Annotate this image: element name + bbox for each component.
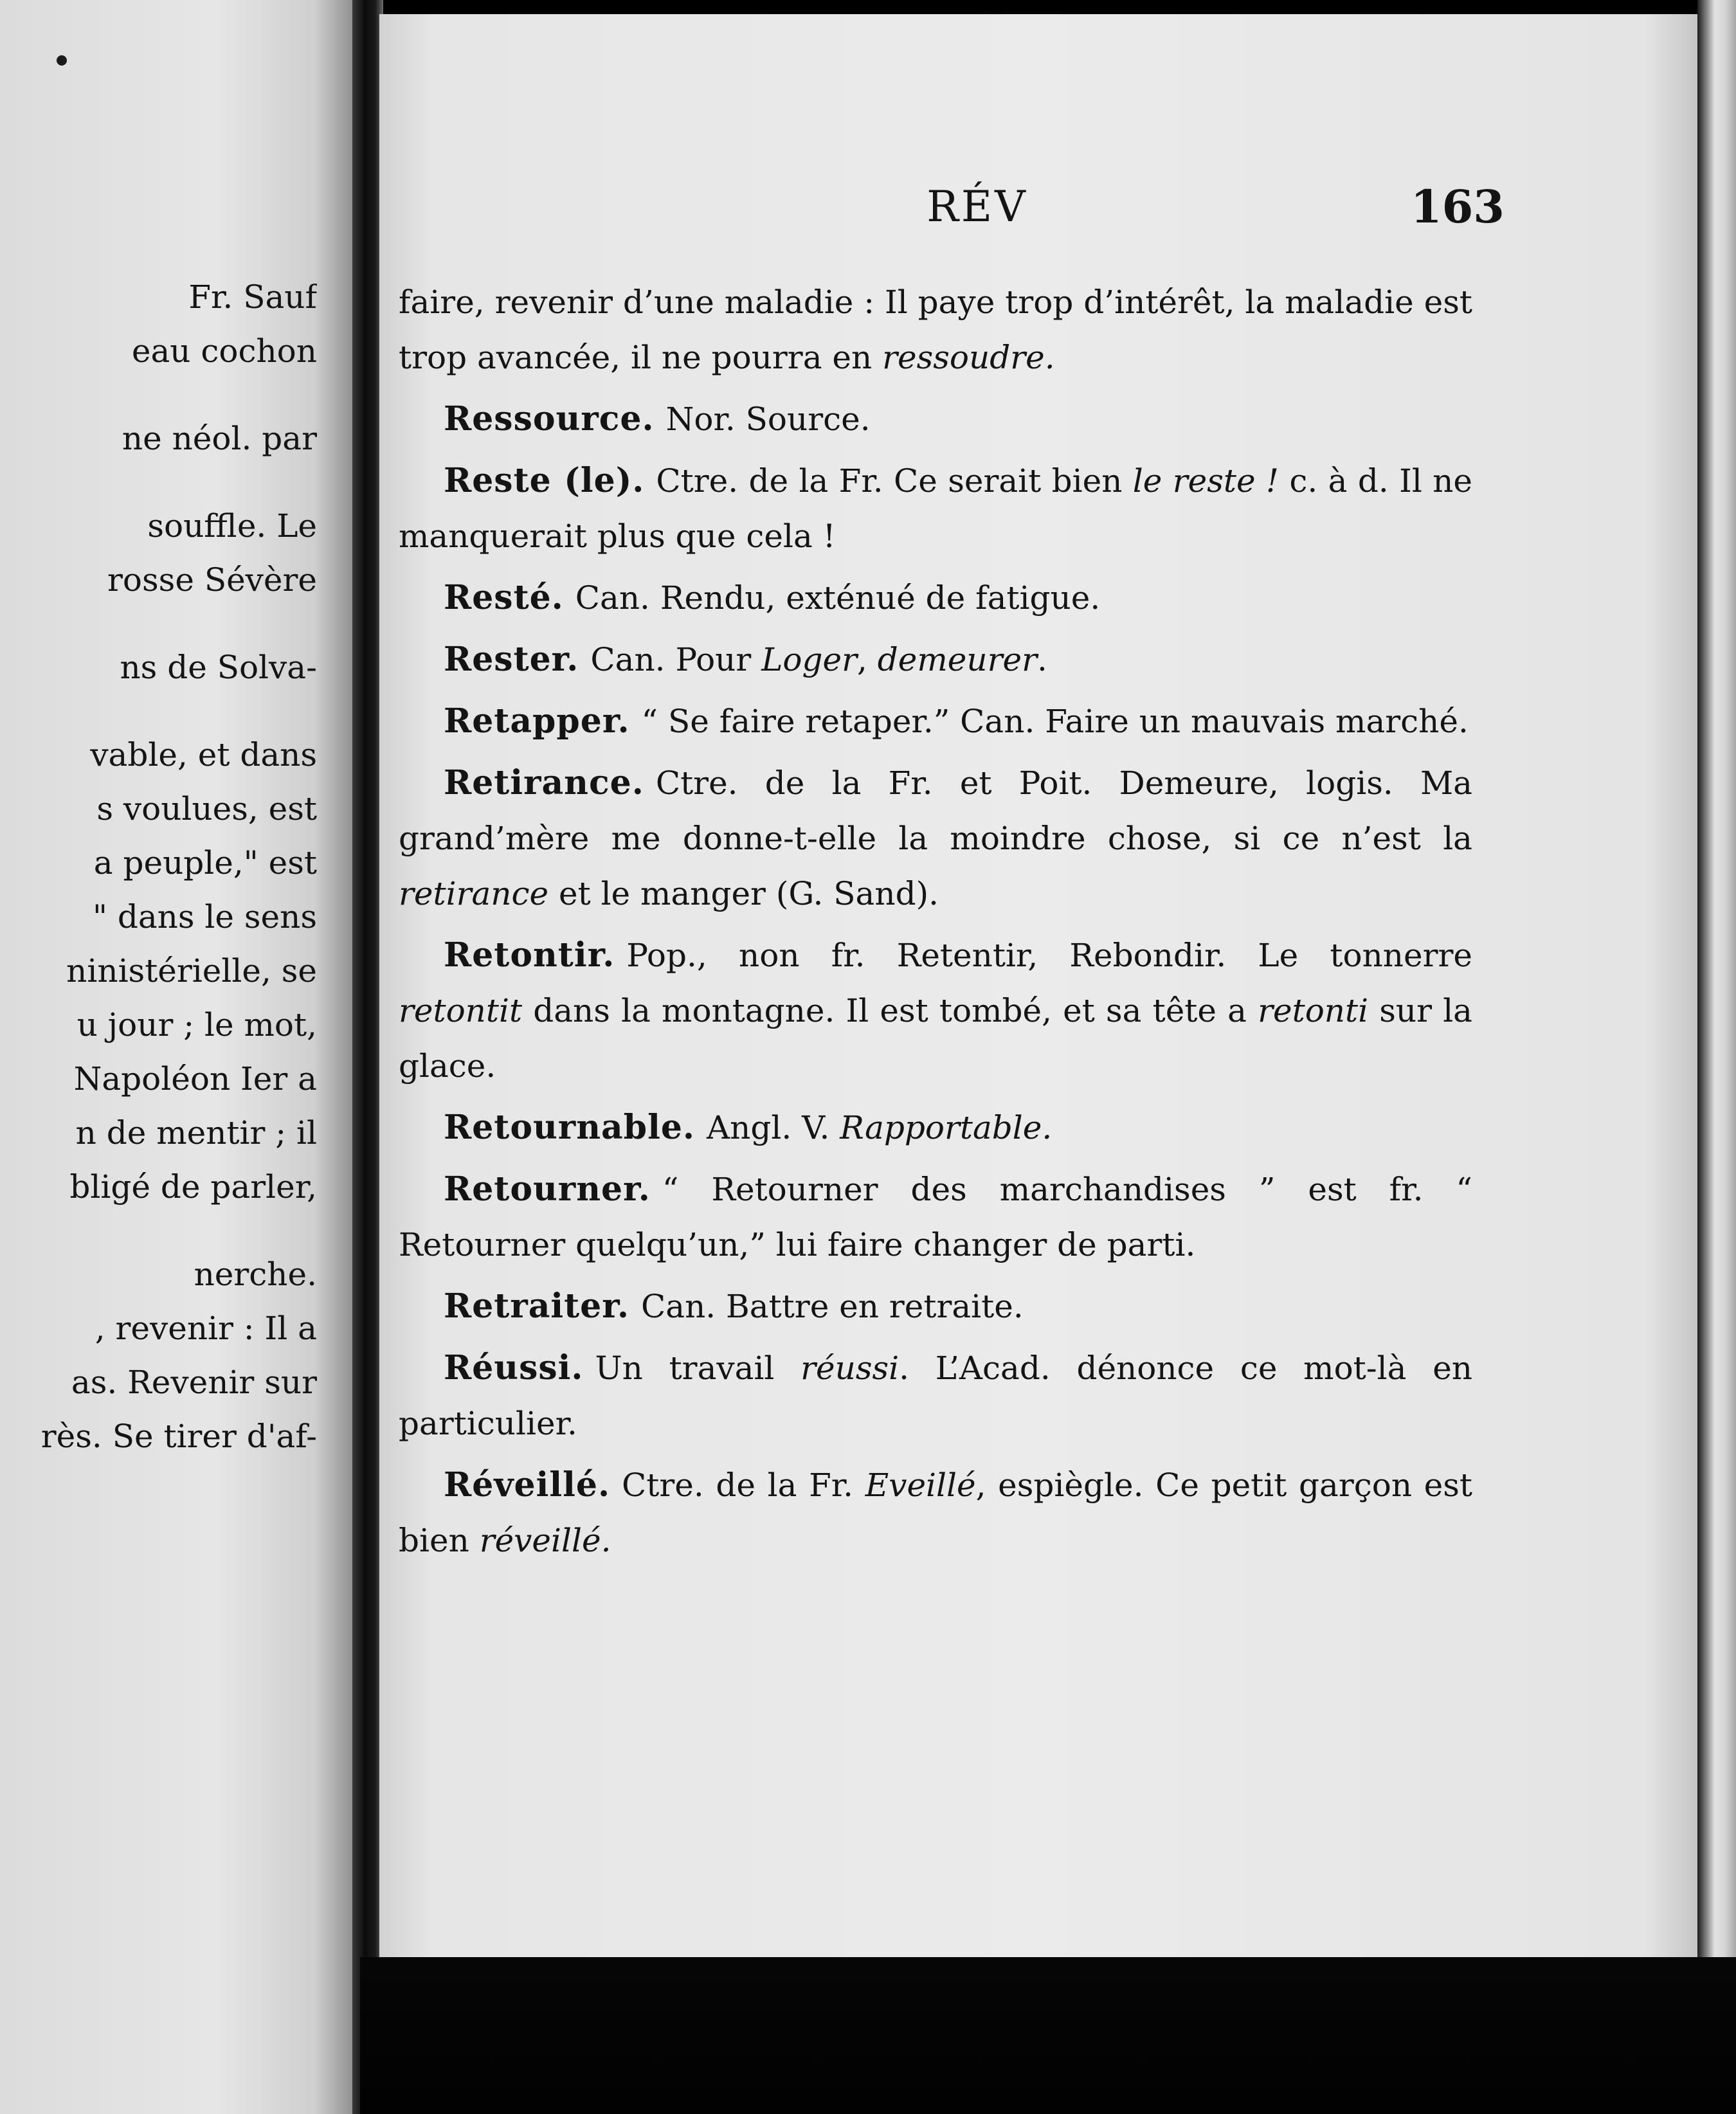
entry-text: Can. Battre en retraite. [641,1288,1024,1325]
facing-page-line: u jour ; le mot, [77,1006,317,1043]
facing-page-line: bligé de parler, [69,1168,317,1206]
entry-text: , espiègle. Ce petit garçon est bien [399,1467,1472,1559]
entry-text: Can. Rendu, exténué de fatigue. [575,579,1101,617]
entry-text: . [1037,641,1047,678]
entry-retournable [399,1100,1472,1155]
entry-text: . L’Acad. dénonce ce mot-là en particulier. [399,1350,1472,1442]
entry-headword: Retournable. [444,1108,696,1147]
facing-page-line: ns de Solva- [120,649,317,686]
facing-page-line: rosse Sévère [107,561,317,599]
facing-page-line: n de mentir ; il [75,1114,317,1152]
entry-italic-text: réussi [800,1350,900,1387]
entry-text: faire, revenir d’une maladie : Il paye trop d’intérêt, la maladie est trop avancée, il ne pourra en [399,284,1472,376]
entry-retapper [399,694,1472,749]
entry-italic-text: retirance [399,875,549,912]
entry-text: dans la montagne. Il est tombé, et sa tête a [522,992,1258,1029]
entry-italic-text: retonti [1258,992,1369,1029]
dictionary-entries [399,275,1472,1575]
entry-text: , [857,641,878,678]
ink-dot-mark [57,55,67,66]
entry-italic-text: retontit [399,992,523,1029]
facing-page-line: , revenir : Il a [95,1310,317,1347]
entry-headword: Reste (le). [444,461,645,500]
entry-text: et le manger (G. Sand). [548,875,939,912]
scan-background-bottom [360,1957,1736,2114]
entry-headword: Retapper. [444,701,630,741]
facing-page-line: a peuple," est [93,844,317,881]
facing-page-line: vable, et dans [90,736,317,773]
entry-italic-text: le reste ! [1132,462,1279,500]
facing-page-line [0,1214,317,1247]
entry-text: Pop., non fr. Retentir, Rebondir. Le tonnerre [626,937,1472,974]
facing-page-line: rès. Se tirer d'af- [41,1418,317,1455]
facing-page-line: s voulues, est [96,790,317,827]
entry-cont [399,275,1472,385]
facing-page-text-fragments [0,270,317,1463]
entry-italic-text: réveillé. [479,1522,611,1559]
facing-page-left [0,0,357,2114]
entry-headword: Rester. [444,640,579,679]
page-number: 163 [1410,180,1505,233]
facing-page-line [0,465,317,499]
entry-reste-le [399,453,1472,564]
entry-headword: Retirance. [444,763,644,802]
entry-text: Ctre. de la Fr. et Poit. Demeure, logis. Ma grand’mère me donne-t-elle la moindre chose, si ce n’est la [399,764,1472,857]
facing-page-line: Napoléon Ier a [73,1060,317,1098]
entry-text: Ctre. de la Fr. [622,1467,865,1504]
facing-page-line: ninistérielle, se [66,952,317,989]
facing-page-line: " dans le sens [92,898,317,935]
entry-retourner [399,1162,1472,1272]
entry-headword: Retontir. [444,935,615,975]
entry-rester [399,632,1472,687]
entry-text: “ Se faire retaper.” Can. Faire un mauvais marché. [641,703,1469,740]
entry-reste [399,570,1472,626]
entry-text: Un travail [595,1350,801,1387]
entry-retraiter [399,1279,1472,1334]
entry-reussi [399,1341,1472,1451]
entry-headword: Réveillé. [444,1465,611,1504]
entry-headword: Retourner. [444,1170,651,1209]
entry-italic-text: ressoudre. [882,339,1055,376]
facing-page-line [0,694,317,728]
facing-page-line: souffle. Le [147,507,317,545]
facing-page-line [0,378,317,411]
page-edge-right [1697,0,1736,2114]
entry-text: Nor. Source. [665,401,871,438]
entry-headword: Resté. [444,578,564,617]
entry-text: Can. Pour [590,641,762,678]
dictionary-page [379,14,1697,1957]
facing-page-line: ne néol. par [122,420,317,457]
book-gutter [352,0,383,2114]
entry-text: Ctre. de la Fr. Ce serait bien [656,462,1133,500]
entry-text: “ Retourner des marchandises ” est fr. “ Retourner quelqu’un,” lui faire changer de parti. [399,1171,1472,1263]
entry-italic-text: demeurer [877,641,1037,678]
running-head [379,178,1697,236]
entry-headword: Ressource. [444,399,655,438]
entry-text: sur la glace. [399,992,1472,1085]
entry-text: Angl. V. [707,1109,840,1146]
facing-page-line: Fr. Sauf [188,278,317,316]
facing-page-line: as. Revenir sur [71,1364,317,1401]
entry-headword: Retraiter. [444,1287,629,1326]
entry-reveille [399,1458,1472,1568]
entry-italic-text: Rapportable. [840,1109,1053,1146]
entry-retontir [399,928,1472,1094]
entry-headword: Réussi. [444,1348,584,1387]
entry-ressource [399,392,1472,447]
facing-page-line [0,607,317,640]
facing-page-line: nerche. [194,1256,317,1293]
running-head-word: RÉV [927,182,1028,231]
entry-italic-text: Loger [761,641,857,678]
entry-italic-text: Eveillé [865,1467,976,1504]
facing-page-line: eau cochon [131,332,317,370]
entry-text: c. à d. Il ne manquerait plus que cela ! [399,462,1473,555]
entry-retirance [399,755,1472,921]
